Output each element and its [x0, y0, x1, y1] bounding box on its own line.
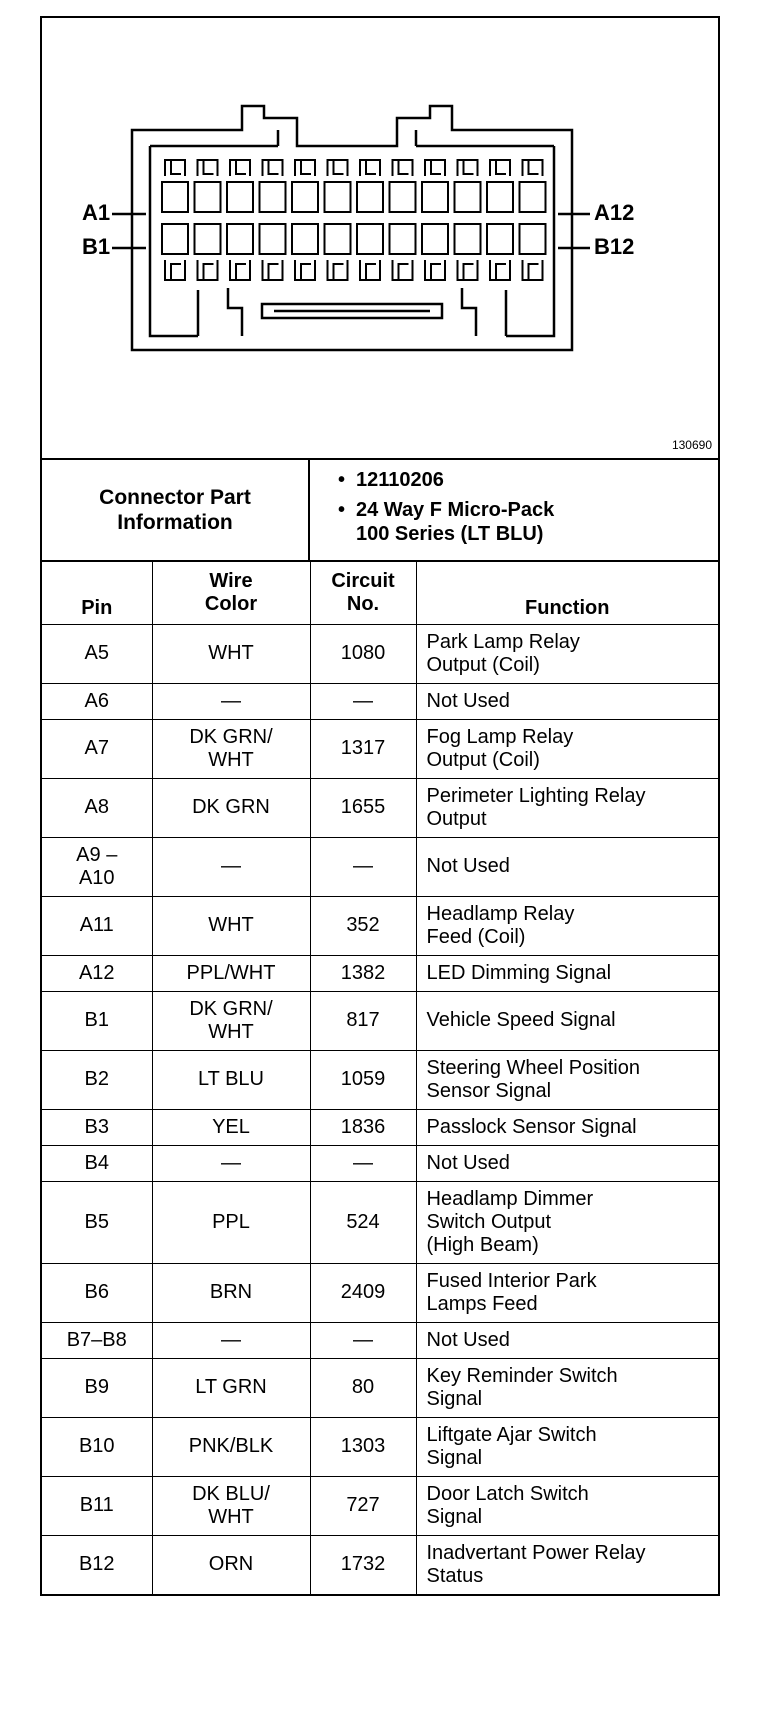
terminal-latch-bottom: [328, 260, 348, 280]
terminal-latch-bottom: [198, 260, 218, 280]
circuit-cell: 80: [310, 1358, 416, 1417]
function-cell: Key Reminder Switch Signal: [416, 1358, 718, 1417]
function-cell: Vehicle Speed Signal: [416, 991, 718, 1050]
pinout-table: [42, 562, 718, 1594]
terminal-latch-top: [165, 160, 185, 176]
circuit-cell: 1382: [310, 955, 416, 991]
cavity-a: [487, 182, 513, 212]
pin-cell: B10: [42, 1417, 152, 1476]
cavity-a: [520, 182, 546, 212]
cavity-b: [390, 224, 416, 254]
pin-cell: A9 – A10: [42, 837, 152, 896]
table-row: [42, 683, 718, 719]
function-cell: Not Used: [416, 683, 718, 719]
table-row: [42, 955, 718, 991]
header-pin: Pin: [42, 562, 152, 624]
terminal-latch-top: [393, 160, 413, 176]
connector-part-number: • 12110206: [338, 469, 444, 491]
table-row: [42, 1322, 718, 1358]
circuit-cell: 352: [310, 896, 416, 955]
table-row: [42, 624, 718, 683]
circuit-cell: —: [310, 1322, 416, 1358]
wire-color-cell: —: [152, 683, 310, 719]
circuit-cell: 1303: [310, 1417, 416, 1476]
pin-cell: B7–B8: [42, 1322, 152, 1358]
wire-color-cell: —: [152, 1322, 310, 1358]
header-wire-color: Wire Color: [152, 562, 310, 624]
pin-cell: B9: [42, 1358, 152, 1417]
pin-cell: B4: [42, 1145, 152, 1181]
circuit-cell: 817: [310, 991, 416, 1050]
label-b1: B1: [82, 234, 111, 259]
function-cell: Not Used: [416, 1145, 718, 1181]
terminal-latch-top: [263, 160, 283, 176]
function-cell: Perimeter Lighting Relay Output: [416, 778, 718, 837]
connector-diagram: [42, 18, 718, 460]
cavity-b: [455, 224, 481, 254]
table-row: [42, 719, 718, 778]
circuit-cell: 727: [310, 1476, 416, 1535]
pin-cell: A5: [42, 624, 152, 683]
cavity-a: [260, 182, 286, 212]
circuit-cell: 1080: [310, 624, 416, 683]
table-row: [42, 896, 718, 955]
circuit-cell: —: [310, 837, 416, 896]
pin-cell: B6: [42, 1263, 152, 1322]
function-cell: Steering Wheel Position Sensor Signal: [416, 1050, 718, 1109]
cavity-a: [162, 182, 188, 212]
function-cell: Door Latch Switch Signal: [416, 1476, 718, 1535]
connector-info-title: Connector Part Information: [42, 460, 310, 560]
cavity-b: [325, 224, 351, 254]
function-cell: Headlamp Relay Feed (Coil): [416, 896, 718, 955]
cavity-b: [227, 224, 253, 254]
wire-color-cell: LT BLU: [152, 1050, 310, 1109]
terminal-latch-bottom: [458, 260, 478, 280]
connector-part-info: [42, 460, 718, 562]
function-cell: Liftgate Ajar Switch Signal: [416, 1417, 718, 1476]
cavity-a: [357, 182, 383, 212]
table-row: [42, 1145, 718, 1181]
function-cell: Not Used: [416, 837, 718, 896]
wire-color-cell: DK GRN/ WHT: [152, 991, 310, 1050]
function-cell: Not Used: [416, 1322, 718, 1358]
cavity-b: [260, 224, 286, 254]
cavity-a: [455, 182, 481, 212]
connector-info-list: [310, 460, 718, 560]
circuit-cell: 1059: [310, 1050, 416, 1109]
function-cell: Passlock Sensor Signal: [416, 1109, 718, 1145]
pin-cell: B1: [42, 991, 152, 1050]
cavity-a: [325, 182, 351, 212]
circuit-cell: 524: [310, 1181, 416, 1263]
figure-id: 130690: [671, 438, 712, 452]
function-cell: Fog Lamp Relay Output (Coil): [416, 719, 718, 778]
pin-cell: B11: [42, 1476, 152, 1535]
pin-cell: B3: [42, 1109, 152, 1145]
cavity-a: [292, 182, 318, 212]
wire-color-cell: —: [152, 1145, 310, 1181]
terminal-latch-top: [230, 160, 250, 176]
wire-color-cell: DK GRN: [152, 778, 310, 837]
header-function: Function: [416, 562, 718, 624]
label-b12: B12: [594, 234, 635, 259]
function-cell: Park Lamp Relay Output (Coil): [416, 624, 718, 683]
terminal-latch-bottom: [165, 260, 185, 280]
table-row: [42, 1417, 718, 1476]
terminal-latch-top: [360, 160, 380, 176]
terminal-latch-top: [523, 160, 543, 176]
circuit-cell: 1655: [310, 778, 416, 837]
wire-color-cell: —: [152, 837, 310, 896]
wire-color-cell: PNK/BLK: [152, 1417, 310, 1476]
cavity-a: [195, 182, 221, 212]
pin-cell: A6: [42, 683, 152, 719]
table-row: [42, 1050, 718, 1109]
function-cell: Headlamp Dimmer Switch Output (High Beam): [416, 1181, 718, 1263]
cavity-b: [195, 224, 221, 254]
cavity-b: [292, 224, 318, 254]
wire-color-cell: YEL: [152, 1109, 310, 1145]
circuit-cell: 1732: [310, 1535, 416, 1594]
table-header-row: [42, 562, 718, 624]
cavity-b: [162, 224, 188, 254]
connector-description: • 24 Way F Micro-Pack 100 Series (LT BLU): [338, 499, 555, 545]
wire-color-cell: PPL: [152, 1181, 310, 1263]
pin-cell: A8: [42, 778, 152, 837]
pin-cell: B5: [42, 1181, 152, 1263]
pin-cell: B12: [42, 1535, 152, 1594]
terminal-latch-top: [295, 160, 315, 176]
terminal-latch-top: [425, 160, 445, 176]
pin-cell: A12: [42, 955, 152, 991]
terminal-latch-top: [328, 160, 348, 176]
pin-cell: B2: [42, 1050, 152, 1109]
cavity-b: [487, 224, 513, 254]
terminal-latch-bottom: [393, 260, 413, 280]
circuit-cell: —: [310, 683, 416, 719]
table-row: [42, 1358, 718, 1417]
circuit-cell: 2409: [310, 1263, 416, 1322]
cavity-b: [422, 224, 448, 254]
connector-sheet: [40, 16, 720, 1596]
circuit-cell: —: [310, 1145, 416, 1181]
label-a12: A12: [594, 200, 635, 225]
pin-cell: A7: [42, 719, 152, 778]
terminal-latch-bottom: [425, 260, 445, 280]
table-row: [42, 1181, 718, 1263]
wire-color-cell: WHT: [152, 896, 310, 955]
terminal-latch-bottom: [360, 260, 380, 280]
function-cell: Inadvertant Power Relay Status: [416, 1535, 718, 1594]
function-cell: LED Dimming Signal: [416, 955, 718, 991]
function-cell: Fused Interior Park Lamps Feed: [416, 1263, 718, 1322]
wire-color-cell: DK GRN/ WHT: [152, 719, 310, 778]
terminal-latch-top: [458, 160, 478, 176]
circuit-cell: 1836: [310, 1109, 416, 1145]
cavity-a: [422, 182, 448, 212]
table-row: [42, 1263, 718, 1322]
terminal-latch-top: [490, 160, 510, 176]
cavity-b: [520, 224, 546, 254]
wire-color-cell: DK BLU/ WHT: [152, 1476, 310, 1535]
terminal-latch-bottom: [230, 260, 250, 280]
terminal-latch-bottom: [523, 260, 543, 280]
header-circuit-no: Circuit No.: [310, 562, 416, 624]
table-row: [42, 837, 718, 896]
table-row: [42, 991, 718, 1050]
table-row: [42, 1476, 718, 1535]
pin-cell: A11: [42, 896, 152, 955]
terminal-latch-bottom: [295, 260, 315, 280]
table-row: [42, 1535, 718, 1594]
circuit-cell: 1317: [310, 719, 416, 778]
cavity-b: [357, 224, 383, 254]
cavity-a: [227, 182, 253, 212]
wire-color-cell: LT GRN: [152, 1358, 310, 1417]
wire-color-cell: WHT: [152, 624, 310, 683]
table-row: [42, 778, 718, 837]
wire-color-cell: PPL/WHT: [152, 955, 310, 991]
wire-color-cell: BRN: [152, 1263, 310, 1322]
table-row: [42, 1109, 718, 1145]
terminal-latch-bottom: [263, 260, 283, 280]
terminal-latch-bottom: [490, 260, 510, 280]
label-a1: A1: [82, 200, 111, 225]
cavity-a: [390, 182, 416, 212]
pinout-rows: [42, 624, 718, 1594]
wire-color-cell: ORN: [152, 1535, 310, 1594]
terminal-latch-top: [198, 160, 218, 176]
